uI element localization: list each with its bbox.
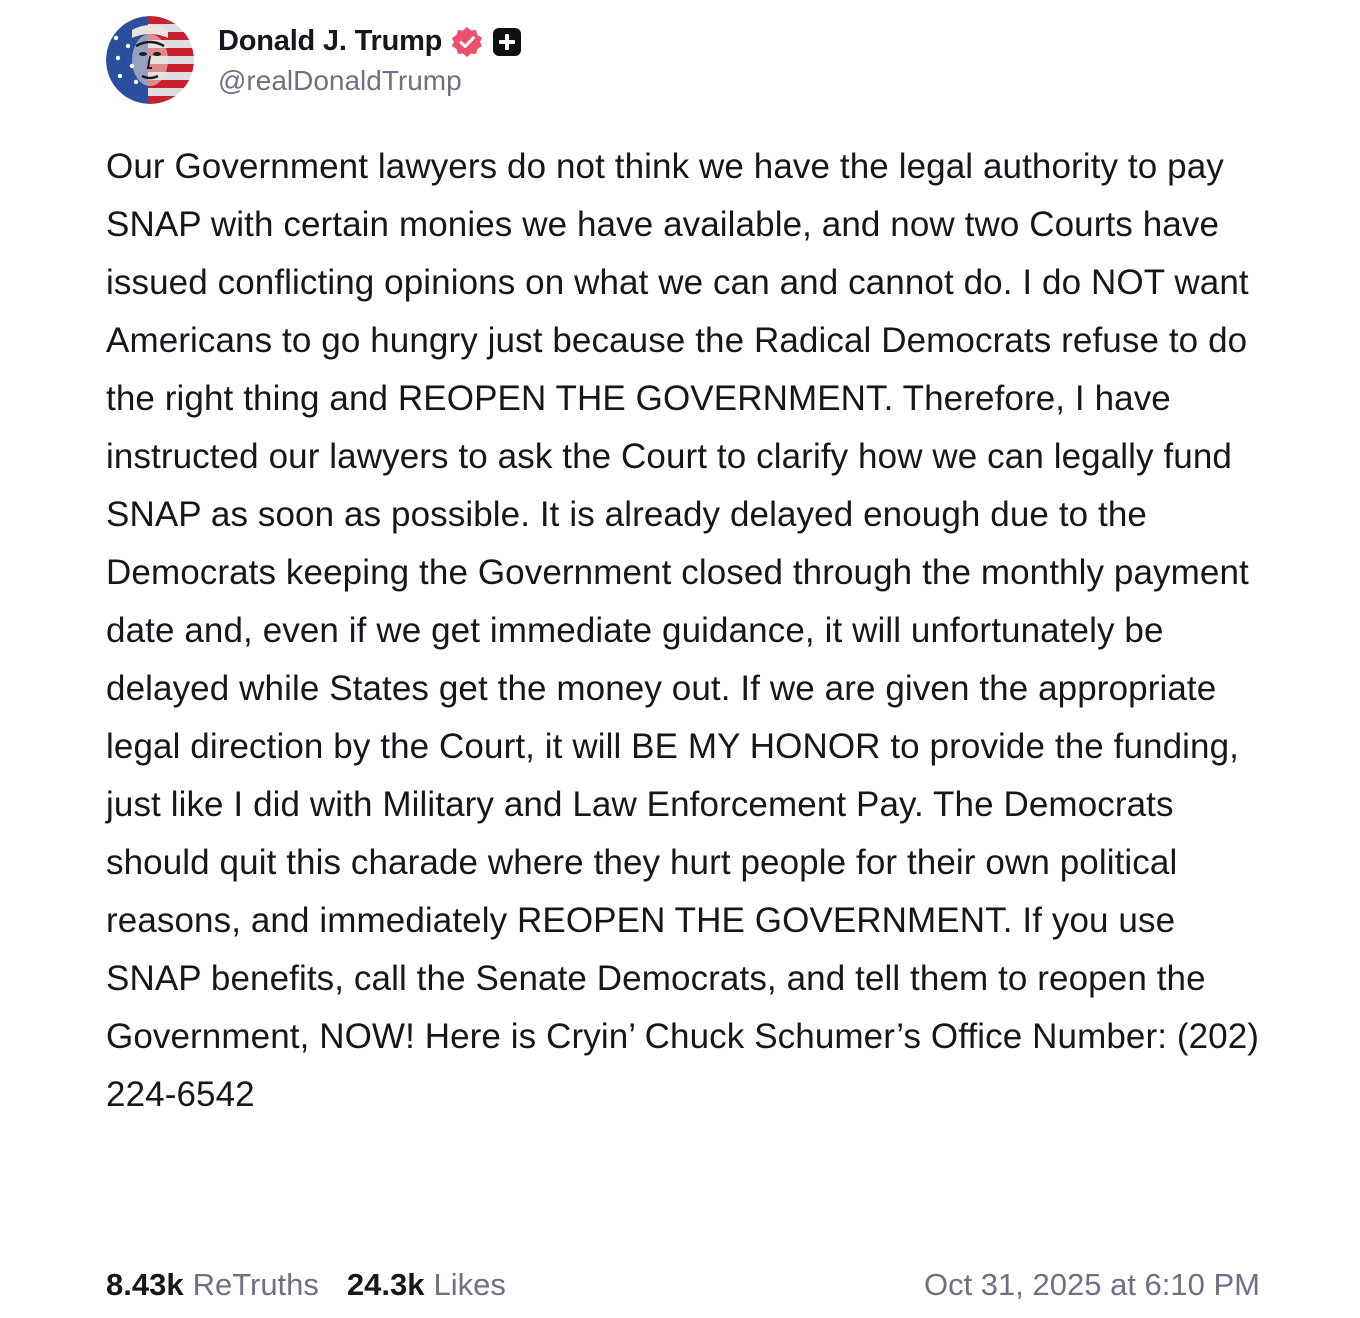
author-handle[interactable]: @realDonaldTrump (218, 64, 462, 96)
retruths-label: ReTruths (192, 1267, 319, 1302)
post-timestamp[interactable]: Oct 31, 2025 at 6:10 PM (923, 1267, 1260, 1302)
retruths-stat[interactable] (106, 1267, 319, 1303)
likes-count: 24.3k (346, 1267, 425, 1302)
likes-label: Likes (433, 1267, 506, 1302)
name-row (218, 20, 522, 64)
likes-stat[interactable] (347, 1267, 506, 1303)
avatar[interactable] (106, 16, 194, 104)
retruths-count: 8.43k (106, 1267, 184, 1302)
author-display-name[interactable]: Donald J. Trump (218, 25, 443, 57)
plus-square-icon (492, 27, 522, 57)
author-names (218, 20, 522, 97)
verified-check-icon (450, 25, 484, 59)
post-body-text: Our Government lawyers do not think we have the legal authority to pay SNAP with certain monies we have available, and now two Courts have issued conflicting opinions on what we can and cannot do. I do NOT want Americans to go hungry just because the Radical Democrats refuse to do the right thing and REOPEN THE GOVERNMENT. Therefore, I have instructed our lawyers to ask the Court to clarify how we can legally fund SNAP as soon as possible. It is already delayed enough due to the Democrats keeping the Government closed through the monthly payment date and, even if we get immediate guidance, it will unfortunately be delayed while States get the money out. If we are given the appropriate legal direction by the Court, it will BE MY HONOR to provide the funding, just like I did with Military and Law Enforcement Pay. The Democrats should quit this charade where they hurt people for their own political reasons, and immediately REOPEN THE GOVERNMENT. If you use SNAP benefits, call the Senate Democrats, and tell them to reopen the Government, NOW! Here is Cryin’ Chuck Schumer’s Office Number: (202) 224-6542 (106, 147, 1260, 1114)
post-header (106, 16, 522, 104)
post-footer (106, 1260, 1260, 1310)
